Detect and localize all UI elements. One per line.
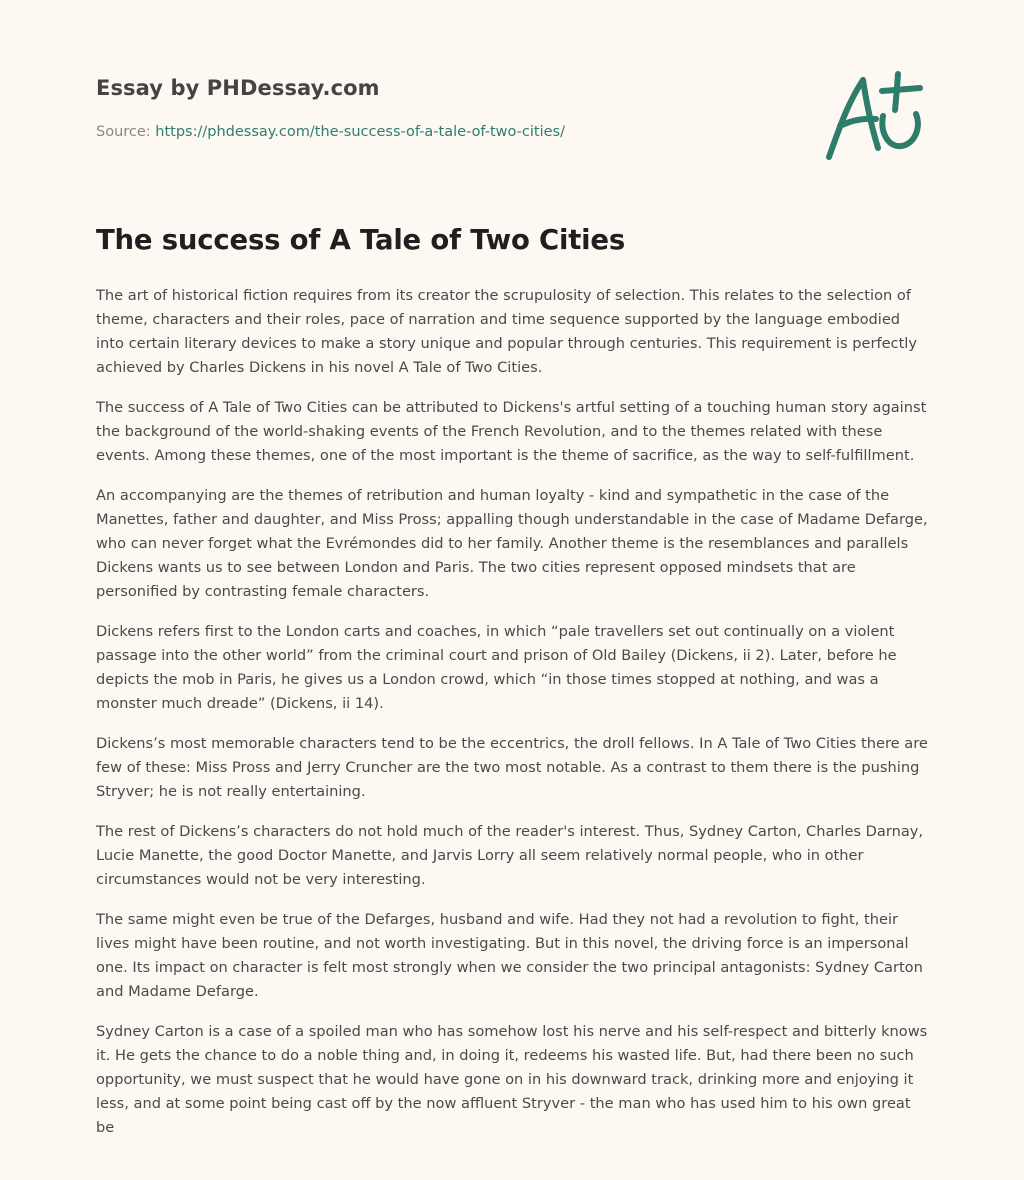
essay-paragraph: The same might even be true of the Defarges, husband and wife. Had they not had a revolution to fight, their lives might have been routine, and not worth investigating. But in this novel, the driving force is an impersonal one. Its impact on character is felt most strongly when we consider the two principal antagonists: Sydney Carton and Madame Defarge. bbox=[96, 911, 923, 1000]
essay-paragraph: Dickens refers first to the London carts and coaches, in which “pale travellers set out continually on a violent passage into the other world” from the criminal court and prison of Old Bailey (Dickens, ii 2). Later, before he depicts the mob in Paris, he gives us a London crowd, which “in those times stopped at nothing, and was a monster much dreade” (Dickens, ii 14). bbox=[96, 623, 897, 712]
source-label: Source: bbox=[96, 124, 156, 140]
essay-paragraph: The rest of Dickens’s characters do not hold much of the reader's interest. Thus, Sydney Carton, Charles Darnay, Lucie Manette, the good Doctor Manette, and Jarvis Lorry all seem relatively normal people, who in other circumstances would not be very interesting. bbox=[96, 823, 924, 888]
essay-paragraph: Sydney Carton is a case of a spoiled man who has somehow lost his nerve and his self-respect and bitterly knows it. He gets the chance to do a noble thing and, in doing it, redeems his wasted life. But, had there been no such opportunity, we must suspect that he would have gone on in his downward track, drinking more and enjoying it less, and at some point being cast off by the now affluent Stryver - the man who has used him to his own great be bbox=[96, 1023, 928, 1136]
essay-body bbox=[96, 284, 932, 1156]
a-plus-logo-icon bbox=[820, 66, 930, 166]
essay-paragraph: Dickens’s most memorable characters tend to be the eccentrics, the droll fellows. In A Tale of Two Cities there are few of these: Miss Pross and Jerry Cruncher are the two most notable. As a contrast to them there is the pushing Stryver; he is not really entertaining. bbox=[96, 735, 928, 800]
site-brand: Essay by PHDessay.com bbox=[96, 76, 380, 100]
essay-paragraph: An accompanying are the themes of retribution and human loyalty - kind and sympathetic in the case of the Manettes, father and daughter, and Miss Pross; appalling though understandable in the case of Madame Defarge, who can never forget what the Evrémondes did to her family. Another theme is the resemblances and parallels Dickens wants us to see between London and Paris. The two cities represent opposed mindsets that are personified by contrasting female characters. bbox=[96, 487, 928, 600]
essay-paragraph: The success of A Tale of Two Cities can be attributed to Dickens's artful setting of a touching human story against the background of the world-shaking events of the French Revolution, and to the themes related with these events. Among these themes, one of the most important is the theme of sacrifice, as the way to self-fulfillment. bbox=[96, 399, 927, 464]
essay-title: The success of A Tale of Two Cities bbox=[96, 224, 626, 256]
source-line bbox=[96, 124, 565, 140]
essay-paragraph: The art of historical fiction requires from its creator the scrupulosity of selection. This relates to the selection of theme, characters and their roles, pace of narration and time sequence supported by the language embodied into certain literary devices to make a story unique and popular through centuries. This requirement is perfectly achieved by Charles Dickens in his novel A Tale of Two Cities. bbox=[96, 287, 917, 376]
source-link[interactable]: https://phdessay.com/the-success-of-a-tale-of-two-cities/ bbox=[155, 124, 565, 140]
